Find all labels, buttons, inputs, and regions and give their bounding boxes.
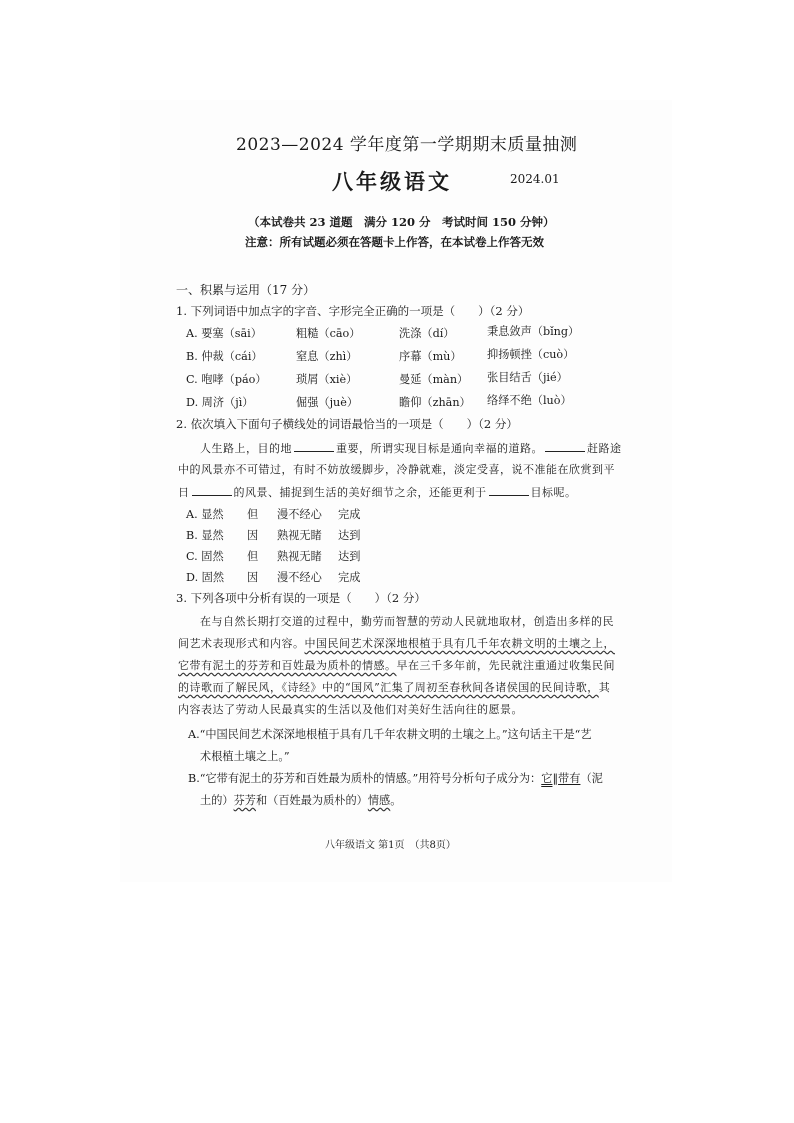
q1-option-b-1: B. 仲裁（cái） [186, 350, 263, 363]
q1-option-c-1: C. 咆哮（páo） [186, 373, 267, 386]
q2-option-c-2: 但 [247, 550, 259, 563]
q2-option-b-3: 熟视无睹 [277, 529, 322, 542]
section-title: 一、积累与运用（17 分） [176, 283, 316, 297]
q1-option-a-1: A. 要塞（sāi） [186, 327, 262, 340]
q1-option-b-2: 窒息（zhì） [296, 350, 358, 363]
q1-option-a-4: 秉息敛声（bǐng） [487, 325, 580, 338]
q3-passage-line-4: 的诗歌而了解民风，《诗经》中的“国风”汇集了周初至春秋间各诸侯国的民间诗歌，其 [178, 681, 611, 694]
answer-blank-1[interactable] [294, 439, 334, 452]
predicate-mark: 带有 [558, 772, 581, 785]
q1-option-d-4: 络绎不绝（luò） [487, 394, 572, 407]
q2-option-c-4: 达到 [338, 550, 361, 563]
q2-option-a-2: 但 [247, 508, 259, 521]
q1-option-b-4: 抑扬顿挫（cuò） [487, 348, 575, 361]
q2-option-d-3: 漫不经心 [277, 571, 322, 584]
q1-option-d-1: D. 周济（jì） [186, 396, 254, 409]
object-mark-1: 芬芳 [233, 794, 256, 807]
q2-passage-line-2: 中的风景亦不可错过，有时不妨放缓脚步，冷静就难，淡定受喜，说不准能在欣赏到平 [178, 463, 615, 476]
q2-option-b-4: 达到 [338, 529, 361, 542]
q2-option-d-4: 完成 [338, 571, 361, 584]
wavy-underline-sentence-2: 它带有泥土的芬芳和百姓最为质朴的情感。 [178, 659, 397, 672]
question-3-stem: 3. 下列各项中分析有误的一项是（ ）（2 分） [176, 591, 426, 605]
q3-option-b-line-1: B.“它带有泥土的芬芳和百姓最为质朴的情感。”用符号分析句子成分为：它‖带有（泥 [188, 772, 603, 785]
answer-blank-4[interactable] [489, 483, 529, 496]
q3-passage-line-1: 在与自然长期打交道的过程中，勤劳而智慧的劳动人民就地取材，创造出多样的民 [200, 615, 614, 628]
q2-option-d-2: 因 [247, 571, 259, 584]
question-1-stem: 1. 下列词语中加点字的字音、字形完全正确的一项是（ ）（2 分） [176, 304, 530, 318]
object-mark-2: 情感 [367, 794, 391, 807]
exam-paper [120, 100, 672, 882]
q3-passage-line-5: 内容表达了劳动人民最真实的生活以及他们对美好生活向往的愿景。 [178, 703, 523, 716]
q3-passage-line-2: 间艺术表现形式和内容。中国民间艺术深深地根植于具有几千年农耕文明的土壤之上， [178, 637, 615, 650]
q2-option-b-1: B. 显然 [186, 529, 224, 542]
wavy-underline-sentence-1: 中国民间艺术深深地根植于具有几千年农耕文明的土壤之上， [304, 637, 615, 650]
exam-title: 2023—2024 学年度第一学期期末质量抽测 [236, 135, 578, 155]
q2-option-c-3: 熟视无睹 [277, 550, 322, 563]
question-2-stem: 2. 依次填入下面句子横线处的词语最恰当的一项是（ ）（2 分） [176, 417, 518, 431]
q1-option-d-2: 倔强（juè） [296, 396, 359, 409]
wavy-underline-sentence-3: 的诗歌而了解民风，《诗经》中的“国风”汇集了周初至春秋间各诸侯国的民间诗歌， [178, 681, 599, 694]
q1-option-c-4: 张目结舌（jié） [487, 371, 568, 384]
answer-blank-3[interactable] [192, 483, 232, 496]
exam-date: 2024.01 [510, 172, 560, 186]
q1-option-b-3: 序幕（mù） [399, 350, 462, 363]
q2-option-d-1: D. 固然 [186, 571, 225, 584]
q2-option-a-1: A. 显然 [186, 508, 224, 521]
answer-blank-2[interactable] [545, 439, 585, 452]
q1-option-c-2: 琐屑（xiè） [296, 373, 358, 386]
q2-option-c-1: C. 固然 [186, 550, 224, 563]
q2-passage-line-3: 日 的风景、捕捉到生活的美好细节之余，还能更利于 目标呢。 [178, 483, 577, 500]
q1-option-a-3: 洗涤（dí） [399, 327, 455, 340]
q1-option-d-3: 瞻仰（zhān） [399, 396, 471, 409]
q2-option-b-2: 因 [247, 529, 259, 542]
q3-option-a-line-1: A.“中国民间艺术深深地根植于具有几千年农耕文明的土壤之上。”这句话主干是“艺 [188, 728, 592, 741]
q2-passage-line-1: 人生路上，目的地 重要，所谓实现目标是通向幸福的道路。 赶路途 [200, 439, 622, 456]
q3-option-a-line-2: 术根植土壤之上。” [200, 750, 290, 763]
q3-option-b-line-2: 土的）芬芳和（百姓最为质朴的）情感。 [200, 794, 402, 807]
q2-option-a-4: 完成 [338, 508, 361, 521]
subject-title: 八年级语文 [332, 169, 452, 194]
subject-mark: 它 [541, 772, 553, 785]
q1-option-c-3: 曼延（màn） [399, 373, 469, 386]
q1-option-a-2: 粗糙（cāo） [296, 327, 361, 340]
q3-passage-line-3: 它带有泥土的芬芳和百姓最为质朴的情感。早在三千多年前，先民就注重通过收集民间 [178, 659, 615, 672]
exam-info: （本试卷共 23 道题 满分 120 分 考试时间 150 分钟） [248, 215, 555, 229]
page-footer: 八年级语文 第1页 （共8页） [325, 840, 456, 851]
q2-option-a-3: 漫不经心 [277, 508, 322, 521]
exam-notice: 注意：所有试题必须在答题卡上作答，在本试卷上作答无效 [245, 235, 544, 249]
